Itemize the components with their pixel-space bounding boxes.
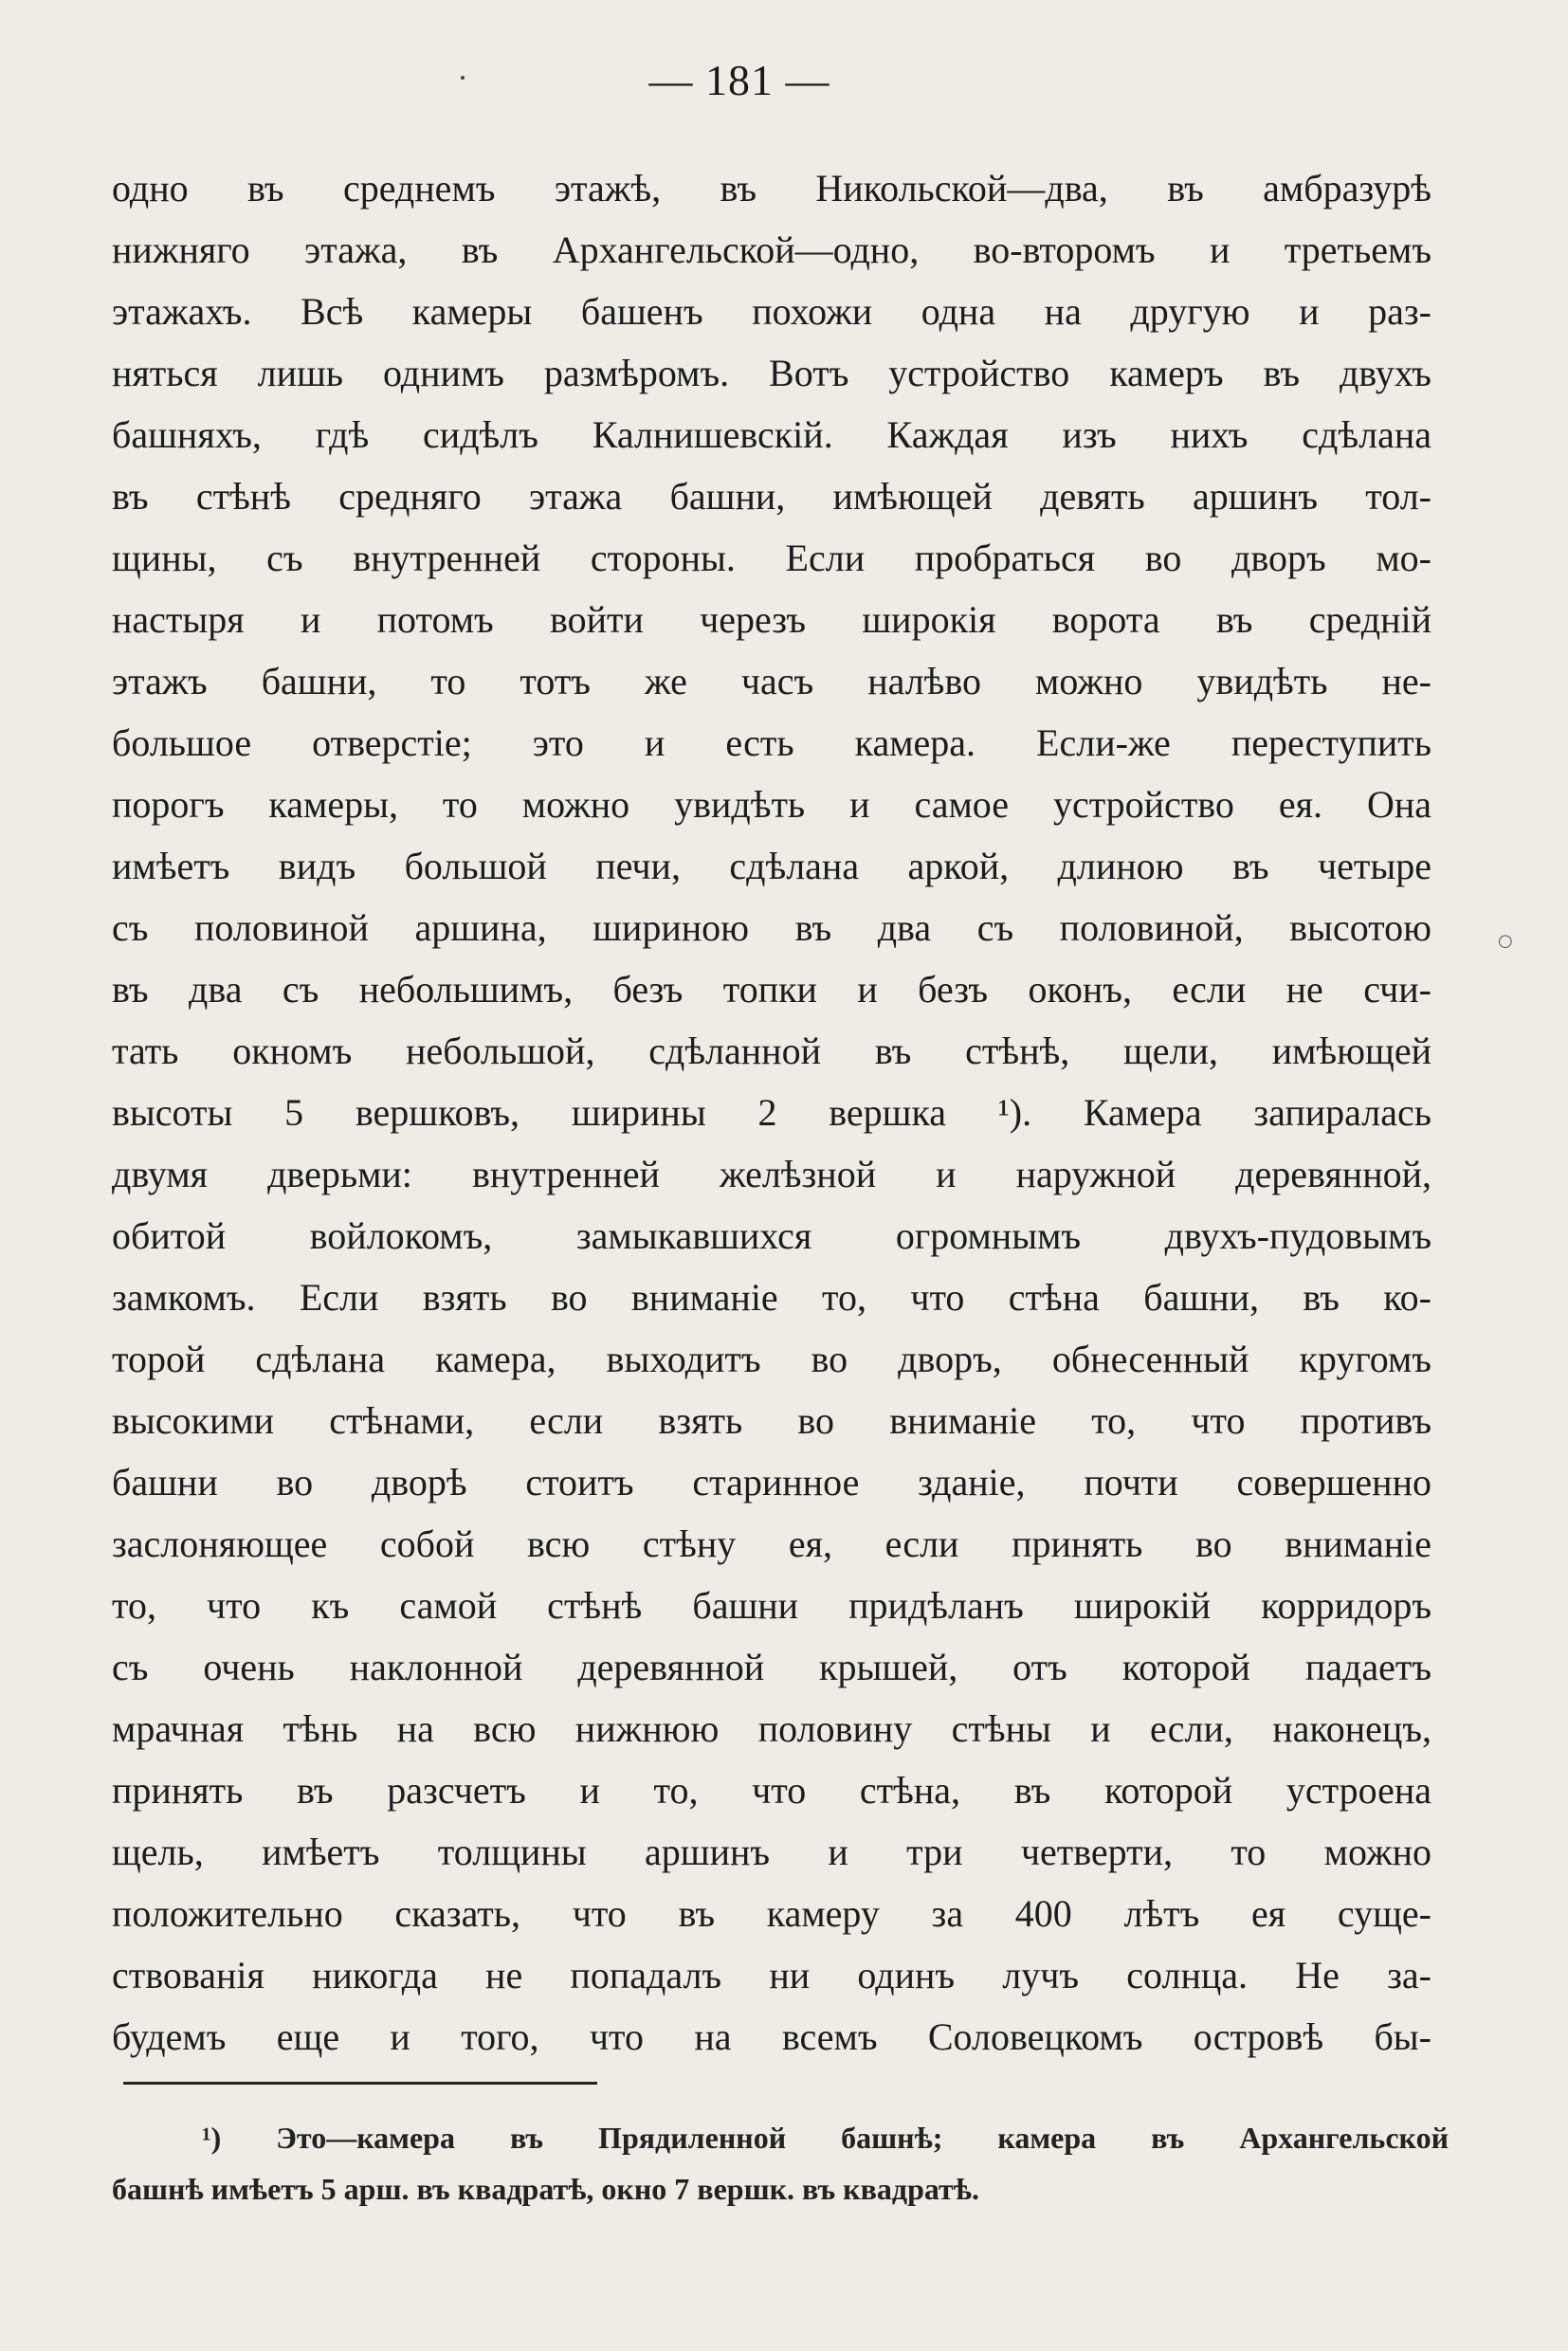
text-line: имѣетъ видъ большой печи, сдѣлана аркой, длиною въ четыре [112, 845, 1431, 887]
text-line: будемъ еще и того, что на всемъ Соловецкомъ островѣ бы- [112, 2015, 1431, 2058]
text-line: замкомъ. Если взять во вниманіе то, что стѣна башни, въ ко- [112, 1276, 1431, 1319]
text-line: тать окномъ небольшой, сдѣланной въ стѣнѣ, щели, имѣющей [112, 1030, 1431, 1072]
body-text [112, 157, 1431, 2068]
text-line: настыря и потомъ войти черезъ широкія ворота въ средній [112, 598, 1431, 641]
text-line: ствованія никогда не попадалъ ни одинъ лучъ солнца. Не за- [112, 1954, 1431, 1996]
footnote-divider [123, 2082, 597, 2085]
footnotes [112, 2112, 1449, 2214]
text-line: въ стѣнѣ средняго этажа башни, имѣющей девять аршинъ тол- [112, 475, 1431, 518]
text-line: двумя дверьми: внутренней желѣзной и наружной деревянной, [112, 1153, 1431, 1195]
text-line: этажахъ. Всѣ камеры башенъ похожи одна на другую и раз- [112, 290, 1431, 333]
text-line: большое отверстіе; это и есть камера. Если-же переступить [112, 721, 1431, 764]
text-line: одно въ среднемъ этажѣ, въ Никольской—два, въ амбразурѣ [112, 167, 1431, 210]
text-line: торой сдѣлана камера, выходитъ во дворъ, обнесенный кругомъ [112, 1338, 1431, 1380]
text-line: порогъ камеры, то можно увидѣть и самое устройство ея. Она [112, 783, 1431, 826]
print-speck [461, 76, 465, 80]
text-line: высоты 5 вершковъ, ширины 2 вершка ¹). Камера запиралась [112, 1091, 1431, 1134]
text-line: обитой войлокомъ, замыкавшихся огромнымъ двухъ-пудовымъ [112, 1214, 1431, 1257]
text-line: принять въ разсчетъ и то, что стѣна, въ которой устроена [112, 1769, 1431, 1812]
text-line: съ половиной аршина, шириною въ два съ половиной, высотою [112, 906, 1431, 949]
footnote-line: ¹) Это—камера въ Прядиленной башнѣ; камера въ Архангельской [202, 2121, 1449, 2155]
text-line: заслоняющее собой всю стѣну ея, если принять во вниманіе [112, 1522, 1431, 1565]
footnote-line: башнѣ имѣетъ 5 арш. въ квадратѣ, окно 7 вершк. въ квадратѣ. [112, 2172, 979, 2206]
text-line: то, что къ самой стѣнѣ башни придѣланъ широкій корридоръ [112, 1584, 1431, 1627]
margin-mark: ○ [1498, 931, 1513, 951]
page-number: — 181 — [648, 56, 830, 104]
text-line: мрачная тѣнь на всю нижнюю половину стѣны и если, наконецъ, [112, 1707, 1431, 1750]
text-line: няться лишь однимъ размѣромъ. Вотъ устройство камеръ въ двухъ [112, 352, 1431, 394]
text-line: положительно сказать, что въ камеру за 400 лѣтъ ея суще- [112, 1892, 1431, 1935]
text-line: съ очень наклонной деревянной крышей, отъ которой падаетъ [112, 1646, 1431, 1688]
text-line: щины, съ внутренней стороны. Если пробраться во дворъ мо- [112, 537, 1431, 579]
text-line: этажъ башни, то тотъ же часъ налѣво можно увидѣть не- [112, 660, 1431, 702]
text-line: башни во дворѣ стоитъ старинное зданіе, почти совершенно [112, 1461, 1431, 1504]
text-line: щель, имѣетъ толщины аршинъ и три четверти, то можно [112, 1831, 1431, 1873]
text-line: высокими стѣнами, если взять во вниманіе то, что противъ [112, 1399, 1431, 1442]
text-line: нижняго этажа, въ Архангельской—одно, во-второмъ и третьемъ [112, 228, 1431, 271]
text-line: въ два съ небольшимъ, безъ топки и безъ оконъ, если не счи- [112, 968, 1431, 1011]
text-line: башняхъ, гдѣ сидѣлъ Калнишевскій. Каждая изъ нихъ сдѣлана [112, 413, 1431, 456]
